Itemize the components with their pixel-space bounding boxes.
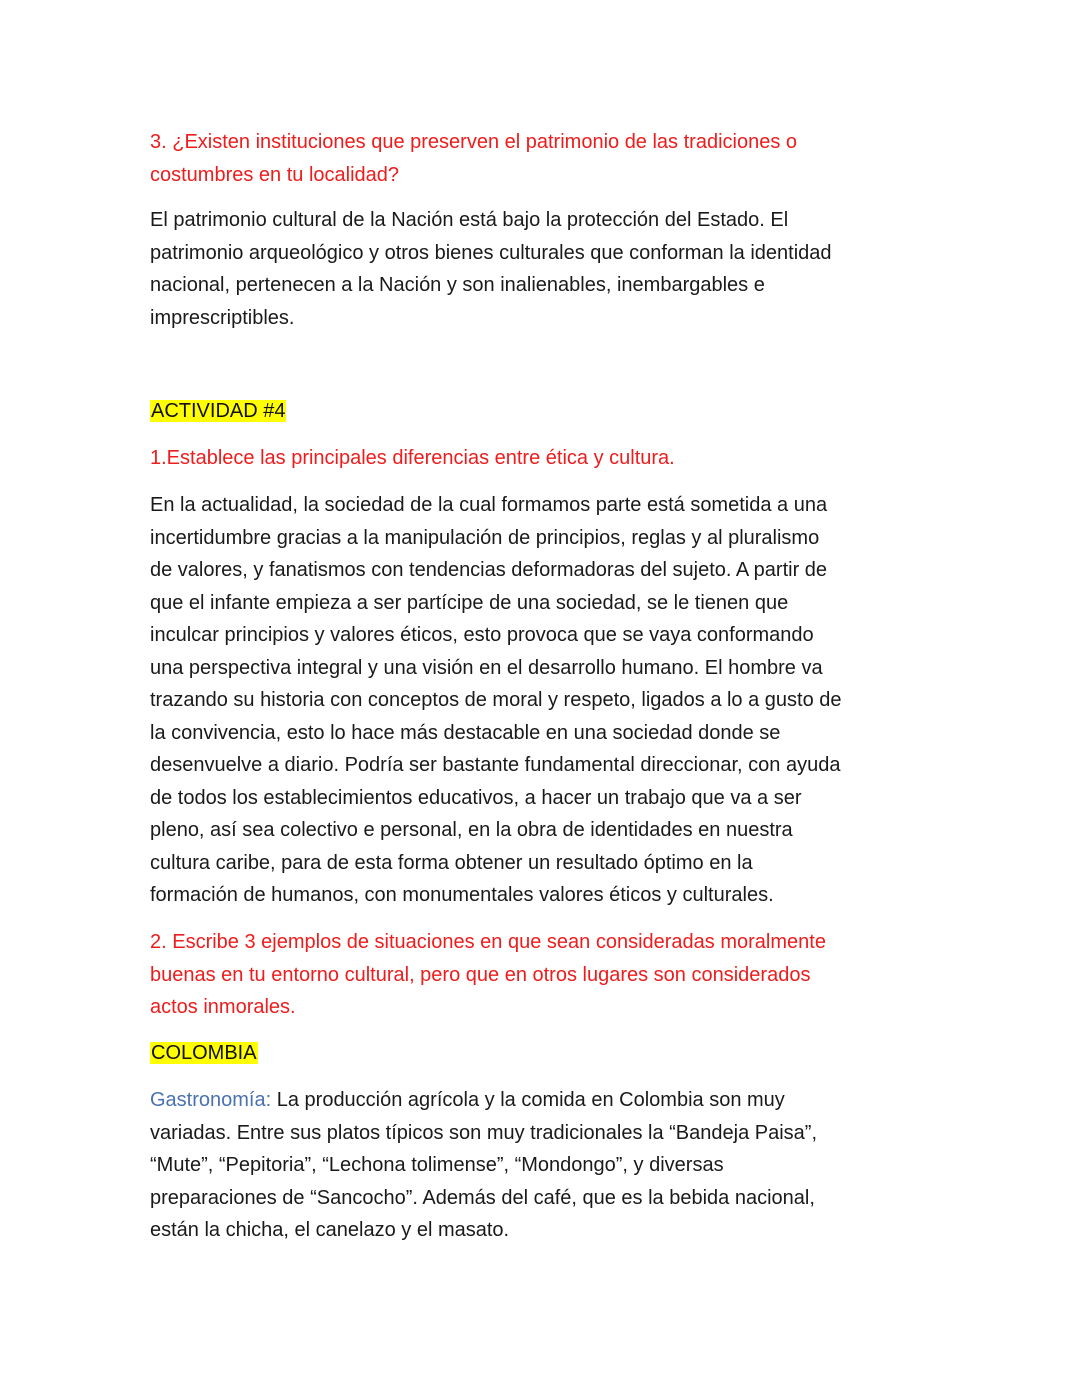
question-1 (150, 442, 675, 475)
text-line (150, 1084, 817, 1117)
activity-heading (150, 395, 286, 428)
text-line: una perspectiva integral y una visión en el desarrollo humano. El hombre va (150, 656, 823, 679)
answer-1 (150, 489, 842, 912)
country-heading (150, 1037, 258, 1070)
text-line: de valores, y fanatismos con tendencias deformadoras del sujeto. A partir de (150, 559, 828, 581)
text-line: están la chicha, el canelazo y el masato. (150, 1219, 510, 1241)
text-line: cultura caribe, para de esta forma obtener un resultado óptimo en la (150, 851, 753, 874)
text-line: trazando su historia con conceptos de moral y respeto, ligados a lo a gusto de (150, 689, 842, 711)
text-line: patrimonio arqueológico y otros bienes culturales que conforman la identidad (150, 241, 832, 264)
text-line: “Mute”, “Pepitoria”, “Lechona tolimense”, “Mondongo”, y diversas (150, 1154, 724, 1176)
text-line: la convivencia, esto lo hace más destacable en una sociedad donde se (150, 721, 781, 744)
question-3 (150, 126, 797, 191)
text-line: 2. Escribe 3 ejemplos de situaciones en que sean consideradas moralmente (150, 931, 826, 953)
question-2 (150, 926, 826, 1024)
text-line: 3. ¿Existen instituciones que preserven el patrimonio de las tradiciones o (150, 131, 798, 153)
text-line: costumbres en tu localidad? (150, 163, 400, 186)
text-line: incertidumbre gracias a la manipulación de principios, reglas y al pluralismo (150, 526, 820, 549)
text-line: que el infante empieza a ser partícipe de una sociedad, se le tienen que (150, 591, 789, 614)
text-line: variadas. Entre sus platos típicos son muy tradicionales la “Bandeja Paisa”, (150, 1121, 818, 1144)
text-line: nacional, pertenecen a la Nación y son inalienables, inembargables e (150, 274, 765, 296)
text-line: inculcar principios y valores éticos, esto provoca que se vaya conformando (150, 624, 814, 646)
text-line: desenvuelve a diario. Podría ser bastante fundamental direccionar, con ayuda (150, 754, 841, 776)
gastronomy-label: Gastronomía: (150, 1089, 272, 1111)
text-line: imprescriptibles. (150, 306, 295, 329)
highlighted-heading: ACTIVIDAD #4 (151, 400, 286, 422)
gastronomy-paragraph (150, 1084, 817, 1247)
text-line: En la actualidad, la sociedad de la cual formamos parte está sometida a una (150, 494, 828, 516)
text-line: El patrimonio cultural de la Nación está bajo la protección del Estado. El (150, 209, 789, 231)
highlighted-heading: COLOMBIA (151, 1042, 257, 1064)
text-line: actos inmorales. (150, 996, 296, 1018)
text-line: de todos los establecimientos educativos, a hacer un trabajo que va a ser (150, 786, 802, 809)
text-line: buenas en tu entorno cultural, pero que en otros lugares son considerados (150, 963, 811, 986)
text-line: preparaciones de “Sancocho”. Además del café, que es la bebida nacional, (150, 1186, 815, 1209)
answer-3 (150, 204, 832, 334)
text-span: La producción agrícola y la comida en Colombia son muy (271, 1089, 785, 1111)
text-line: 1.Establece las principales diferencias entre ética y cultura. (150, 447, 675, 469)
text-line: formación de humanos, con monumentales valores éticos y culturales. (150, 884, 774, 906)
text-line: pleno, así sea colectivo e personal, en la obra de identidades en nuestra (150, 819, 793, 841)
